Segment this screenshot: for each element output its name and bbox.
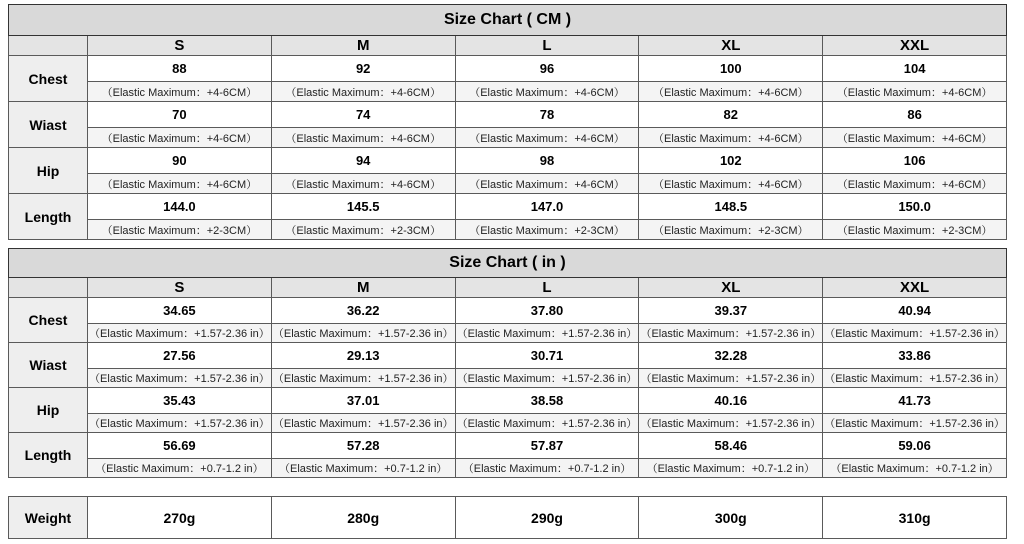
elastic-note: （Elastic Maximum：+1.57-2.36 in） bbox=[823, 324, 1007, 343]
row-label-hip: Hip bbox=[9, 148, 88, 194]
value-cell: 58.46 bbox=[639, 433, 823, 459]
elastic-note: （Elastic Maximum：+1.57-2.36 in） bbox=[823, 414, 1007, 433]
elastic-note: （Elastic Maximum：+2-3CM） bbox=[88, 220, 272, 240]
elastic-note: （Elastic Maximum：+2-3CM） bbox=[271, 220, 455, 240]
row-label-chest: Chest bbox=[9, 56, 88, 102]
size-header-s: S bbox=[88, 278, 272, 298]
value-cell: 150.0 bbox=[823, 194, 1007, 220]
value-cell: 144.0 bbox=[88, 194, 272, 220]
elastic-note: （Elastic Maximum：+0.7-1.2 in） bbox=[823, 459, 1007, 478]
elastic-note: （Elastic Maximum：+1.57-2.36 in） bbox=[455, 324, 639, 343]
size-chart-cm-title: Size Chart ( CM ) bbox=[9, 5, 1007, 36]
value-cell: 106 bbox=[823, 148, 1007, 174]
value-cell: 30.71 bbox=[455, 343, 639, 369]
elastic-note: （Elastic Maximum：+2-3CM） bbox=[639, 220, 823, 240]
value-cell: 41.73 bbox=[823, 388, 1007, 414]
value-cell: 145.5 bbox=[271, 194, 455, 220]
elastic-note: （Elastic Maximum：+1.57-2.36 in） bbox=[639, 414, 823, 433]
value-cell: 102 bbox=[639, 148, 823, 174]
row-label-hip: Hip bbox=[9, 388, 88, 433]
value-cell: 35.43 bbox=[88, 388, 272, 414]
elastic-note: （Elastic Maximum：+2-3CM） bbox=[823, 220, 1007, 240]
value-cell: 56.69 bbox=[88, 433, 272, 459]
size-header-m: M bbox=[271, 278, 455, 298]
value-cell: 92 bbox=[271, 56, 455, 82]
value-cell: 34.65 bbox=[88, 298, 272, 324]
size-chart-in-table bbox=[8, 248, 1007, 478]
value-cell: 59.06 bbox=[823, 433, 1007, 459]
value-cell: 57.87 bbox=[455, 433, 639, 459]
elastic-note: （Elastic Maximum：+1.57-2.36 in） bbox=[455, 414, 639, 433]
elastic-note: （Elastic Maximum：+1.57-2.36 in） bbox=[88, 369, 272, 388]
value-cell: 104 bbox=[823, 56, 1007, 82]
value-cell: 39.37 bbox=[639, 298, 823, 324]
elastic-note: （Elastic Maximum：+4-6CM） bbox=[88, 82, 272, 102]
size-header-xxl: XXL bbox=[823, 278, 1007, 298]
value-cell: 29.13 bbox=[271, 343, 455, 369]
value-cell: 40.94 bbox=[823, 298, 1007, 324]
row-label-waist: Wiast bbox=[9, 343, 88, 388]
elastic-note: （Elastic Maximum：+0.7-1.2 in） bbox=[639, 459, 823, 478]
elastic-note: （Elastic Maximum：+4-6CM） bbox=[88, 128, 272, 148]
elastic-note: （Elastic Maximum：+4-6CM） bbox=[88, 174, 272, 194]
weight-value: 300g bbox=[639, 497, 823, 539]
size-chart-cm-table bbox=[8, 4, 1007, 240]
elastic-note: （Elastic Maximum：+1.57-2.36 in） bbox=[271, 369, 455, 388]
value-cell: 27.56 bbox=[88, 343, 272, 369]
elastic-note: （Elastic Maximum：+4-6CM） bbox=[271, 82, 455, 102]
elastic-note: （Elastic Maximum：+0.7-1.2 in） bbox=[88, 459, 272, 478]
value-cell: 57.28 bbox=[271, 433, 455, 459]
elastic-note: （Elastic Maximum：+1.57-2.36 in） bbox=[639, 369, 823, 388]
row-label-length: Length bbox=[9, 433, 88, 478]
value-cell: 37.01 bbox=[271, 388, 455, 414]
elastic-note: （Elastic Maximum：+4-6CM） bbox=[823, 174, 1007, 194]
size-header-s: S bbox=[88, 36, 272, 56]
row-label-length: Length bbox=[9, 194, 88, 240]
value-cell: 82 bbox=[639, 102, 823, 128]
value-cell: 100 bbox=[639, 56, 823, 82]
size-header-xxl: XXL bbox=[823, 36, 1007, 56]
elastic-note: （Elastic Maximum：+4-6CM） bbox=[455, 82, 639, 102]
value-cell: 74 bbox=[271, 102, 455, 128]
size-header-l: L bbox=[455, 36, 639, 56]
value-cell: 96 bbox=[455, 56, 639, 82]
size-chart-in-title: Size Chart ( in ) bbox=[9, 249, 1007, 278]
elastic-note: （Elastic Maximum：+1.57-2.36 in） bbox=[88, 324, 272, 343]
elastic-note: （Elastic Maximum：+4-6CM） bbox=[271, 174, 455, 194]
elastic-note: （Elastic Maximum：+4-6CM） bbox=[823, 82, 1007, 102]
elastic-note: （Elastic Maximum：+1.57-2.36 in） bbox=[455, 369, 639, 388]
corner-cell bbox=[9, 36, 88, 56]
elastic-note: （Elastic Maximum：+4-6CM） bbox=[639, 174, 823, 194]
size-header-xl: XL bbox=[639, 278, 823, 298]
elastic-note: （Elastic Maximum：+4-6CM） bbox=[455, 128, 639, 148]
elastic-note: （Elastic Maximum：+1.57-2.36 in） bbox=[271, 324, 455, 343]
elastic-note: （Elastic Maximum：+1.57-2.36 in） bbox=[88, 414, 272, 433]
weight-value: 290g bbox=[455, 497, 639, 539]
value-cell: 90 bbox=[88, 148, 272, 174]
elastic-note: （Elastic Maximum：+1.57-2.36 in） bbox=[271, 414, 455, 433]
corner-cell bbox=[9, 278, 88, 298]
value-cell: 148.5 bbox=[639, 194, 823, 220]
elastic-note: （Elastic Maximum：+0.7-1.2 in） bbox=[455, 459, 639, 478]
value-cell: 94 bbox=[271, 148, 455, 174]
elastic-note: （Elastic Maximum：+4-6CM） bbox=[455, 174, 639, 194]
value-cell: 36.22 bbox=[271, 298, 455, 324]
value-cell: 98 bbox=[455, 148, 639, 174]
elastic-note: （Elastic Maximum：+4-6CM） bbox=[639, 82, 823, 102]
elastic-note: （Elastic Maximum：+4-6CM） bbox=[639, 128, 823, 148]
elastic-note: （Elastic Maximum：+2-3CM） bbox=[455, 220, 639, 240]
elastic-note: （Elastic Maximum：+1.57-2.36 in） bbox=[823, 369, 1007, 388]
row-label-waist: Wiast bbox=[9, 102, 88, 148]
elastic-note: （Elastic Maximum：+4-6CM） bbox=[823, 128, 1007, 148]
value-cell: 40.16 bbox=[639, 388, 823, 414]
value-cell: 78 bbox=[455, 102, 639, 128]
elastic-note: （Elastic Maximum：+4-6CM） bbox=[271, 128, 455, 148]
value-cell: 70 bbox=[88, 102, 272, 128]
size-header-m: M bbox=[271, 36, 455, 56]
value-cell: 33.86 bbox=[823, 343, 1007, 369]
value-cell: 147.0 bbox=[455, 194, 639, 220]
weight-value: 280g bbox=[271, 497, 455, 539]
value-cell: 32.28 bbox=[639, 343, 823, 369]
row-label-weight: Weight bbox=[9, 497, 88, 539]
elastic-note: （Elastic Maximum：+1.57-2.36 in） bbox=[639, 324, 823, 343]
value-cell: 38.58 bbox=[455, 388, 639, 414]
weight-value: 310g bbox=[823, 497, 1007, 539]
value-cell: 37.80 bbox=[455, 298, 639, 324]
size-header-xl: XL bbox=[639, 36, 823, 56]
size-header-l: L bbox=[455, 278, 639, 298]
elastic-note: （Elastic Maximum：+0.7-1.2 in） bbox=[271, 459, 455, 478]
value-cell: 86 bbox=[823, 102, 1007, 128]
row-label-chest: Chest bbox=[9, 298, 88, 343]
value-cell: 88 bbox=[88, 56, 272, 82]
weight-value: 270g bbox=[88, 497, 272, 539]
weight-table bbox=[8, 496, 1007, 539]
